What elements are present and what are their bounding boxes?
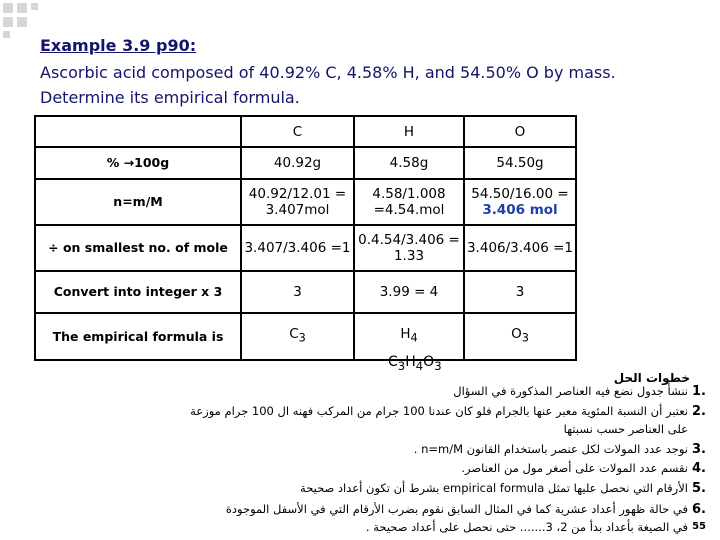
table-header-row — [35, 116, 576, 147]
table-cell: 3.99 = 4 — [354, 271, 464, 313]
step-text: في حالة ظهور أعداد عشرية كما في المثال السابق نقوم بضرب الأرقام التي في الأسفل الموجودة — [225, 502, 688, 516]
header-cell: C — [241, 116, 354, 147]
step-number: 4. — [692, 461, 706, 476]
step-number: 1. — [692, 384, 706, 399]
element-symbol: H — [400, 326, 411, 343]
empirical-formula-table — [34, 115, 577, 361]
table-cell: 3 — [464, 271, 576, 313]
row-label: n=m/M — [35, 179, 241, 225]
table-row — [35, 225, 576, 271]
table-cell: 40.92/12.01 = 3.407mol — [241, 179, 354, 225]
decorative-square — [31, 3, 38, 10]
subscript: 4 — [415, 358, 424, 373]
subscript: 3 — [434, 358, 442, 373]
subscript: 3 — [397, 358, 406, 373]
element-symbol: C — [289, 326, 299, 343]
example-heading: Example 3.9 p90: — [40, 36, 197, 55]
highlighted-value: 3.406 mol — [482, 202, 558, 218]
step-text: الأرقام التي نحصل عليها تمثل empirical formula بشرط أن تكون أعداد صحيحة — [300, 481, 688, 495]
cell-text: 54.50/16.00 = — [471, 186, 569, 202]
element-symbol: C — [388, 354, 398, 370]
table-cell: 3.407/3.406 =1 — [241, 225, 354, 271]
table-cell — [464, 313, 576, 360]
table-row — [35, 179, 576, 225]
decorative-square — [3, 17, 13, 27]
subscript: 3 — [298, 331, 306, 345]
problem-statement: Ascorbic acid composed of 40.92% C, 4.58% H, and 54.50% O by mass. Determine its empirical formula. — [40, 63, 616, 107]
header-cell — [35, 116, 241, 147]
decorative-square — [3, 3, 13, 13]
table-row — [35, 147, 576, 179]
table-cell — [241, 313, 354, 360]
element-symbol: H — [405, 354, 416, 370]
table-cell: 40.92g — [241, 147, 354, 179]
step-text: ننشأ جدول نضع فيه العناصر المذكورة في السؤال — [453, 384, 688, 398]
step-number: 3. — [692, 442, 706, 457]
table-cell: 3 — [241, 271, 354, 313]
step-text: في الصيغة بأعداد بدأ من 2، 3....... حتى نحصل على أعداد صحيحة . — [365, 520, 688, 534]
header-cell: O — [464, 116, 576, 147]
table-cell — [464, 179, 576, 225]
decorative-square — [17, 17, 27, 27]
subscript: 4 — [410, 331, 418, 345]
steps-title: خطوات الحل — [613, 371, 690, 385]
row-label: Convert into integer x 3 — [35, 271, 241, 313]
decorative-square — [3, 31, 10, 38]
table-cell — [354, 313, 464, 360]
step-text: نعتبر أن النسبة المئوية معبر عنها بالجرام فلو كان عندنا 100 جرام من المركب فهنه ال 100 جرام موزعة — [190, 404, 688, 418]
table-row — [35, 271, 576, 313]
header-cell: H — [354, 116, 464, 147]
element-symbol: O — [511, 326, 522, 343]
step-text: نوجد عدد المولات لكل عنصر باستخدام القانون n=m/M . — [413, 442, 688, 456]
table-cell: 0.4.54/3.406 = 1.33 — [354, 225, 464, 271]
subscript: 3 — [521, 331, 529, 345]
decorative-square — [17, 3, 27, 13]
table-row — [35, 313, 576, 360]
step-text: نقسم عدد المولات على أصغر مول من العناصر. — [461, 461, 688, 475]
table-cell: 4.58g — [354, 147, 464, 179]
row-label: % →100g — [35, 147, 241, 179]
table-cell: 4.58/1.008 =4.54.mol — [354, 179, 464, 225]
row-label: The empirical formula is — [35, 313, 241, 360]
row-label: ÷ on smallest no. of mole — [35, 225, 241, 271]
table-cell: 54.50g — [464, 147, 576, 179]
step-number: 6. — [692, 502, 706, 517]
step-text: على العناصر حسب نسبتها — [563, 422, 688, 436]
element-symbol: O — [423, 354, 435, 370]
step-number: 5. — [692, 481, 706, 496]
page-number: 55 — [692, 521, 706, 532]
table-cell: 3.406/3.406 =1 — [464, 225, 576, 271]
step-number: 2. — [692, 404, 706, 419]
final-formula — [388, 354, 442, 373]
